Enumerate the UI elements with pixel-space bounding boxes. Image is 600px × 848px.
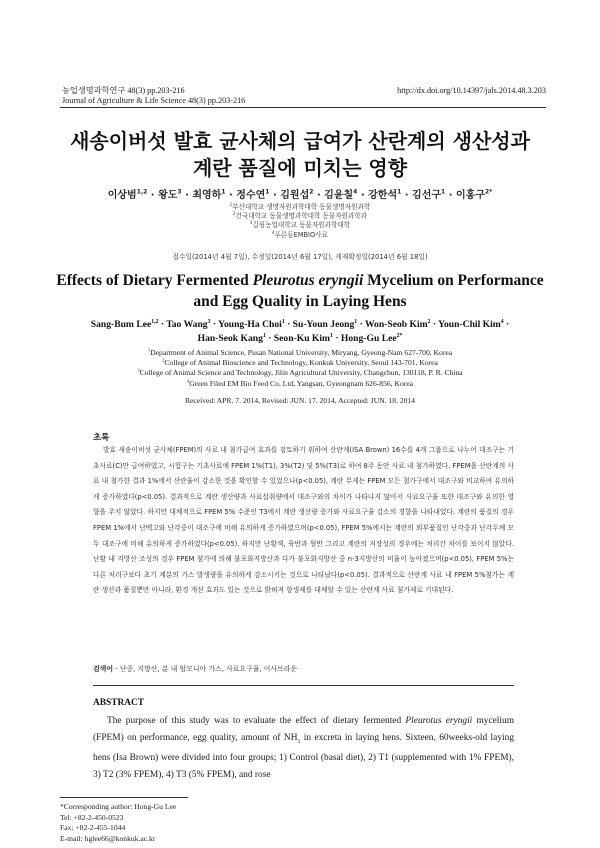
keywords-ko-text: - 난중, 지방산, 분 내 암모니아 가스, 사료요구율, 이사브라운 (112, 665, 298, 673)
title-ko-line2: 계란 품질에 미치는 영향 (192, 156, 408, 180)
abstract-en-pre: The purpose of this study was to evaluate the effect of dietary fermented (107, 716, 406, 726)
affiliation-ko-1: $^1$부산대학교 생명자원과학대학 동물생명자원과학 (229, 201, 371, 211)
affiliation-ko-2: $^2$건국대학교 동물생명과학대학 동물자원과학과 (232, 211, 368, 221)
keywords-ko-label: 검색어 (93, 665, 113, 673)
abstract-ko-text: 발효 새송이버섯 균사체(FPEM)의 사료 내 첨가급여 효과를 검토하기 위하여 산란계(ISA Brown) 16수를 4개 그룹으로 나누어 대조구는 기초사료(C)만 급여하였고, 시험구는 기초사료에 FPEM 1%(T1), 3%(T2) 및 5%(T3)로 하여 8주 동안 사료 내 첨가하였다. FPEM을 산란계의 사료 내 첨가한 결과 1%에서 산란율이 감소한 것을 확인할 수 있었으나(p<0.05), 계란 무게는 FPEM 모든 첨가구에서 대조구와 비교하여 유의하게 증가하였다(p<0.05). 결과적으로 계란 생산량과 사료섭취량에서 대조구와의 차이가 나타나지 않아서 사료요구율 또한 대조구와 유의한 영향을 주지 않았다. 하지만 대체적으로 FPEM 5% 수준인 T3에서 계란 생산량 증가와 사료요구율 감소의 경향을 나타내었다. 계란의 품질의 경우 FPEM 1%에서 난백고와 난각중이 대조구에 비해 유의하게 증가하였으며(p<0.05), FPEM 5%에서는 계란의 외부품질인 난각중과 난각두께 모두 대조구에 비해 유의하게 증가하였다(p<0.05). 하지만 난황색, 육반과 혈반 그리고 계란의 저장성의 경우에는 처리간 차이를 보이지 않았다. 난황 내 지방산 조성의 경우 FPEM 첨가에 의해 불포화지방산과 다가 불포화지방산 중 n-3지방산의 비율이 높아졌으며(p<0.05), FPEM 5%는 다른 처리구보다 초기 계분의 가스 발생량을 유의하게 감소시키는 것으로 나타났다(p<0.05). 결과적으로 산란계 사료 내 FPEM 5%첨가는 계란 생산과 품질뿐만 아니라, 환경 개선 효과도 있는 것으로 밝혀져 항생제를 대체할 수 있는 산란계 사료 첨가제로 기대된다. (93, 446, 514, 595)
dates-en: Received: APR. 7. 2014, Revised: JUN. 17. 2014, Accepted: JUN. 18. 2014 (184, 396, 416, 405)
doi-link[interactable]: http://dx.doi.org/10.14397/jals.2014.48.3.203 (397, 86, 546, 95)
footnote-rule (60, 797, 188, 798)
author-fax: Fax: +82-2-455-1044 (60, 823, 126, 833)
affiliations-ko (120, 203, 480, 240)
journal-header-en: Journal of Agriculture & Life Science 48(3) pp.203-216 (62, 96, 246, 105)
title-en-line1 (40, 270, 560, 291)
authors-ko-text: 이상범$^{1,2}$ · 왕도$^3$ · 최영하$^1$ · 정수연$^1$ · 김원섭$^2$ · 김윤칠$^4$ · 강한석$^1$ · 김선구$^1$ · 이홍구$^{2*}$ (107, 188, 493, 201)
footnote (60, 802, 176, 844)
affiliations-en (40, 348, 560, 389)
affiliation-ko-4: $^4$푸른들EMBIO사료 (272, 229, 328, 239)
affiliation-ko-3: $^3$길림농업대학교 동물자원과학대학 (249, 220, 351, 230)
abstract-en-heading: ABSTRACT (93, 698, 145, 708)
abstract-divider (93, 685, 514, 686)
authors-ko (40, 186, 560, 201)
affiliation-en-3: $^3$College of Animal Science and Technology, Jilin Agricultural University, Changchun, 130118, P. R. China (137, 367, 463, 378)
header-rule (60, 107, 546, 108)
title-en-post: Mycelium on Performance (363, 272, 544, 289)
keywords-ko (93, 663, 514, 673)
author-tel: Tel: +82-2-450-0523 (60, 812, 124, 822)
abstract-en-post: mycelium (FPEM) on performance, egg quality, amount of $NH_3$ in excreta in laying hens. Sixteen, 60weeks-old laying hens (Isa Brown) were divided into four groups; 1) Control (basal diet), 2) T1 (supplemented with 1% FPEM), 3) T2 (3% FPEM), 4) T3 (5% FPEM), and rose (93, 716, 514, 780)
abstract-en-text (93, 713, 514, 783)
authors-en-line2: Han-Seok Kang$^1$ · Seon-Ku Kim$^1$ · Hong-Gu Lee$^{2*}$ (197, 332, 403, 344)
affiliation-en-4: $^4$Green Filed EM Bio Feed Co. Ltd, Yangsan, Gyeongnam 626-856, Korea (186, 378, 414, 388)
abstract-en-species: Pleurotus eryngii (405, 716, 473, 726)
author-email[interactable]: E-mail: hglee66@konkuk.ac.kr (60, 833, 156, 843)
affiliation-en-1: $^1$Department of Animal Science, Pusan National University, Miryang, Gyeong-Nam 627-700, Korea (147, 347, 453, 357)
authors-en-line1: Sang-Bum Lee$^{1,2}$ · Tao Wang$^3$ · Young-Ha Choi$^1$ · Su-Youn Jeong$^1$ · Won-Seob Kim$^2$ · Youn-Chil Kim$^4$ · (90, 318, 510, 330)
title-en-species: Pleurotus eryngii (252, 272, 364, 289)
title-ko-line1: 새송이버섯 발효 균사체의 급여가 산란계의 생산성과 (70, 129, 530, 153)
title-en-line2: and Egg Quality in Laying Hens (193, 293, 407, 310)
journal-header-ko: 농업생명과학연구 48(3) pp.203-216 (62, 86, 185, 95)
corresponding-author: *Corresponding author: Hong-Gu Lee (60, 802, 177, 811)
authors-en (40, 318, 560, 346)
affiliation-en-2: $^2$College of Animal Bioscience and Technology, Konkuk University, Seoul 143-701, Korea (162, 357, 438, 368)
dates-ko: 접수일(2014년 4월 7일), 수정일(2014년 6월 17일), 게재확정일(2014년 6월 18일) (172, 253, 428, 261)
abstract-ko-heading: 초록 (93, 432, 110, 442)
title-en-pre: Effects of Dietary Fermented (56, 272, 253, 289)
